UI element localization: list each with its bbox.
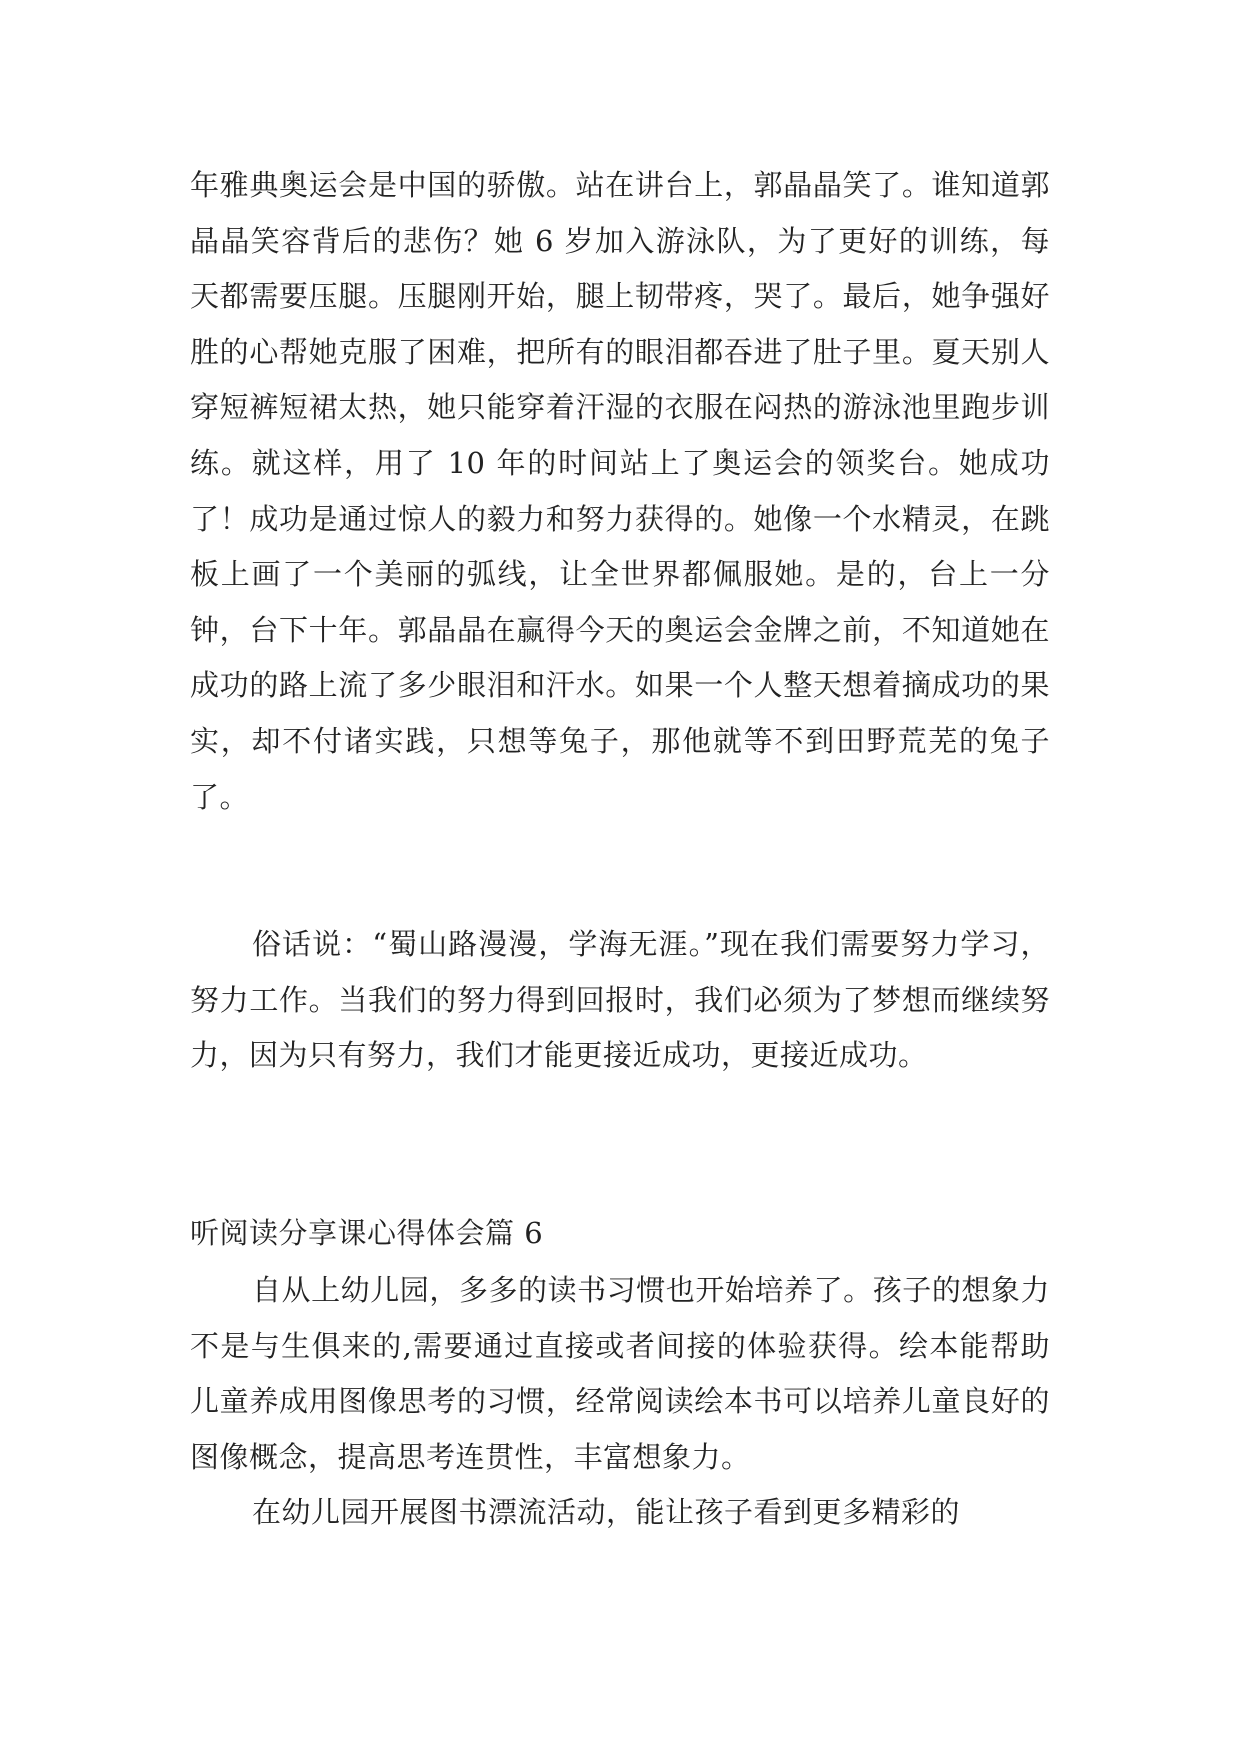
section-heading: 听阅读分享课心得体会篇 6 — [190, 1216, 544, 1250]
body-paragraph: 年雅典奥运会是中国的骄傲。站在讲台上，郭晶晶笑了。谁知道郭晶晶笑容背后的悲伤？她 6 岁加入游泳队，为了更好的训练，每天都需要压腿。压腿刚开始，腿上韧带疼，哭了。最后，她争强好胜的心帮她克服了困难，把所有的眼泪都吞进了肚子里。夏天别人穿短裤短裙太热，她只能穿着汗湿的衣服在闷热的游泳池里跑步训练。就这样，用了 10 年的时间站上了奥运会的领奖台。她成功了！成功是通过惊人的毅力和努力获得的。她像一个水精灵，在跳板上画了一个美丽的弧线，让全世界都佩服她。是的，台上一分钟，台下十年。郭晶晶在赢得今天的奥运会金牌之前，不知道她在成功的路上流了多少眼泪和汗水。如果一个人整天想着摘成功的果实，却不付诸实践，只想等兔子，那他就等不到田野荒芜的兔子了。 — [190, 168, 1050, 814]
body-paragraph: 在幼儿园开展图书漂流活动，能让孩子看到更多精彩的 — [252, 1495, 961, 1529]
body-paragraph: 俗话说：“蜀山路漫漫，学海无涯。”现在我们需要努力学习，努力工作。当我们的努力得到回报时，我们必须为了梦想而继续努力，因为只有努力，我们才能更接近成功，更接近成功。 — [190, 927, 1050, 1073]
body-paragraph: 自从上幼儿园，多多的读书习惯也开始培养了。孩子的想象力不是与生俱来的,需要通过直接或者间接的体验获得。绘本能帮助儿童养成用图像思考的习惯，经常阅读绘本书可以培养儿童良好的图像概念，提高思考连贯性，丰富想象力。 — [190, 1273, 1050, 1474]
